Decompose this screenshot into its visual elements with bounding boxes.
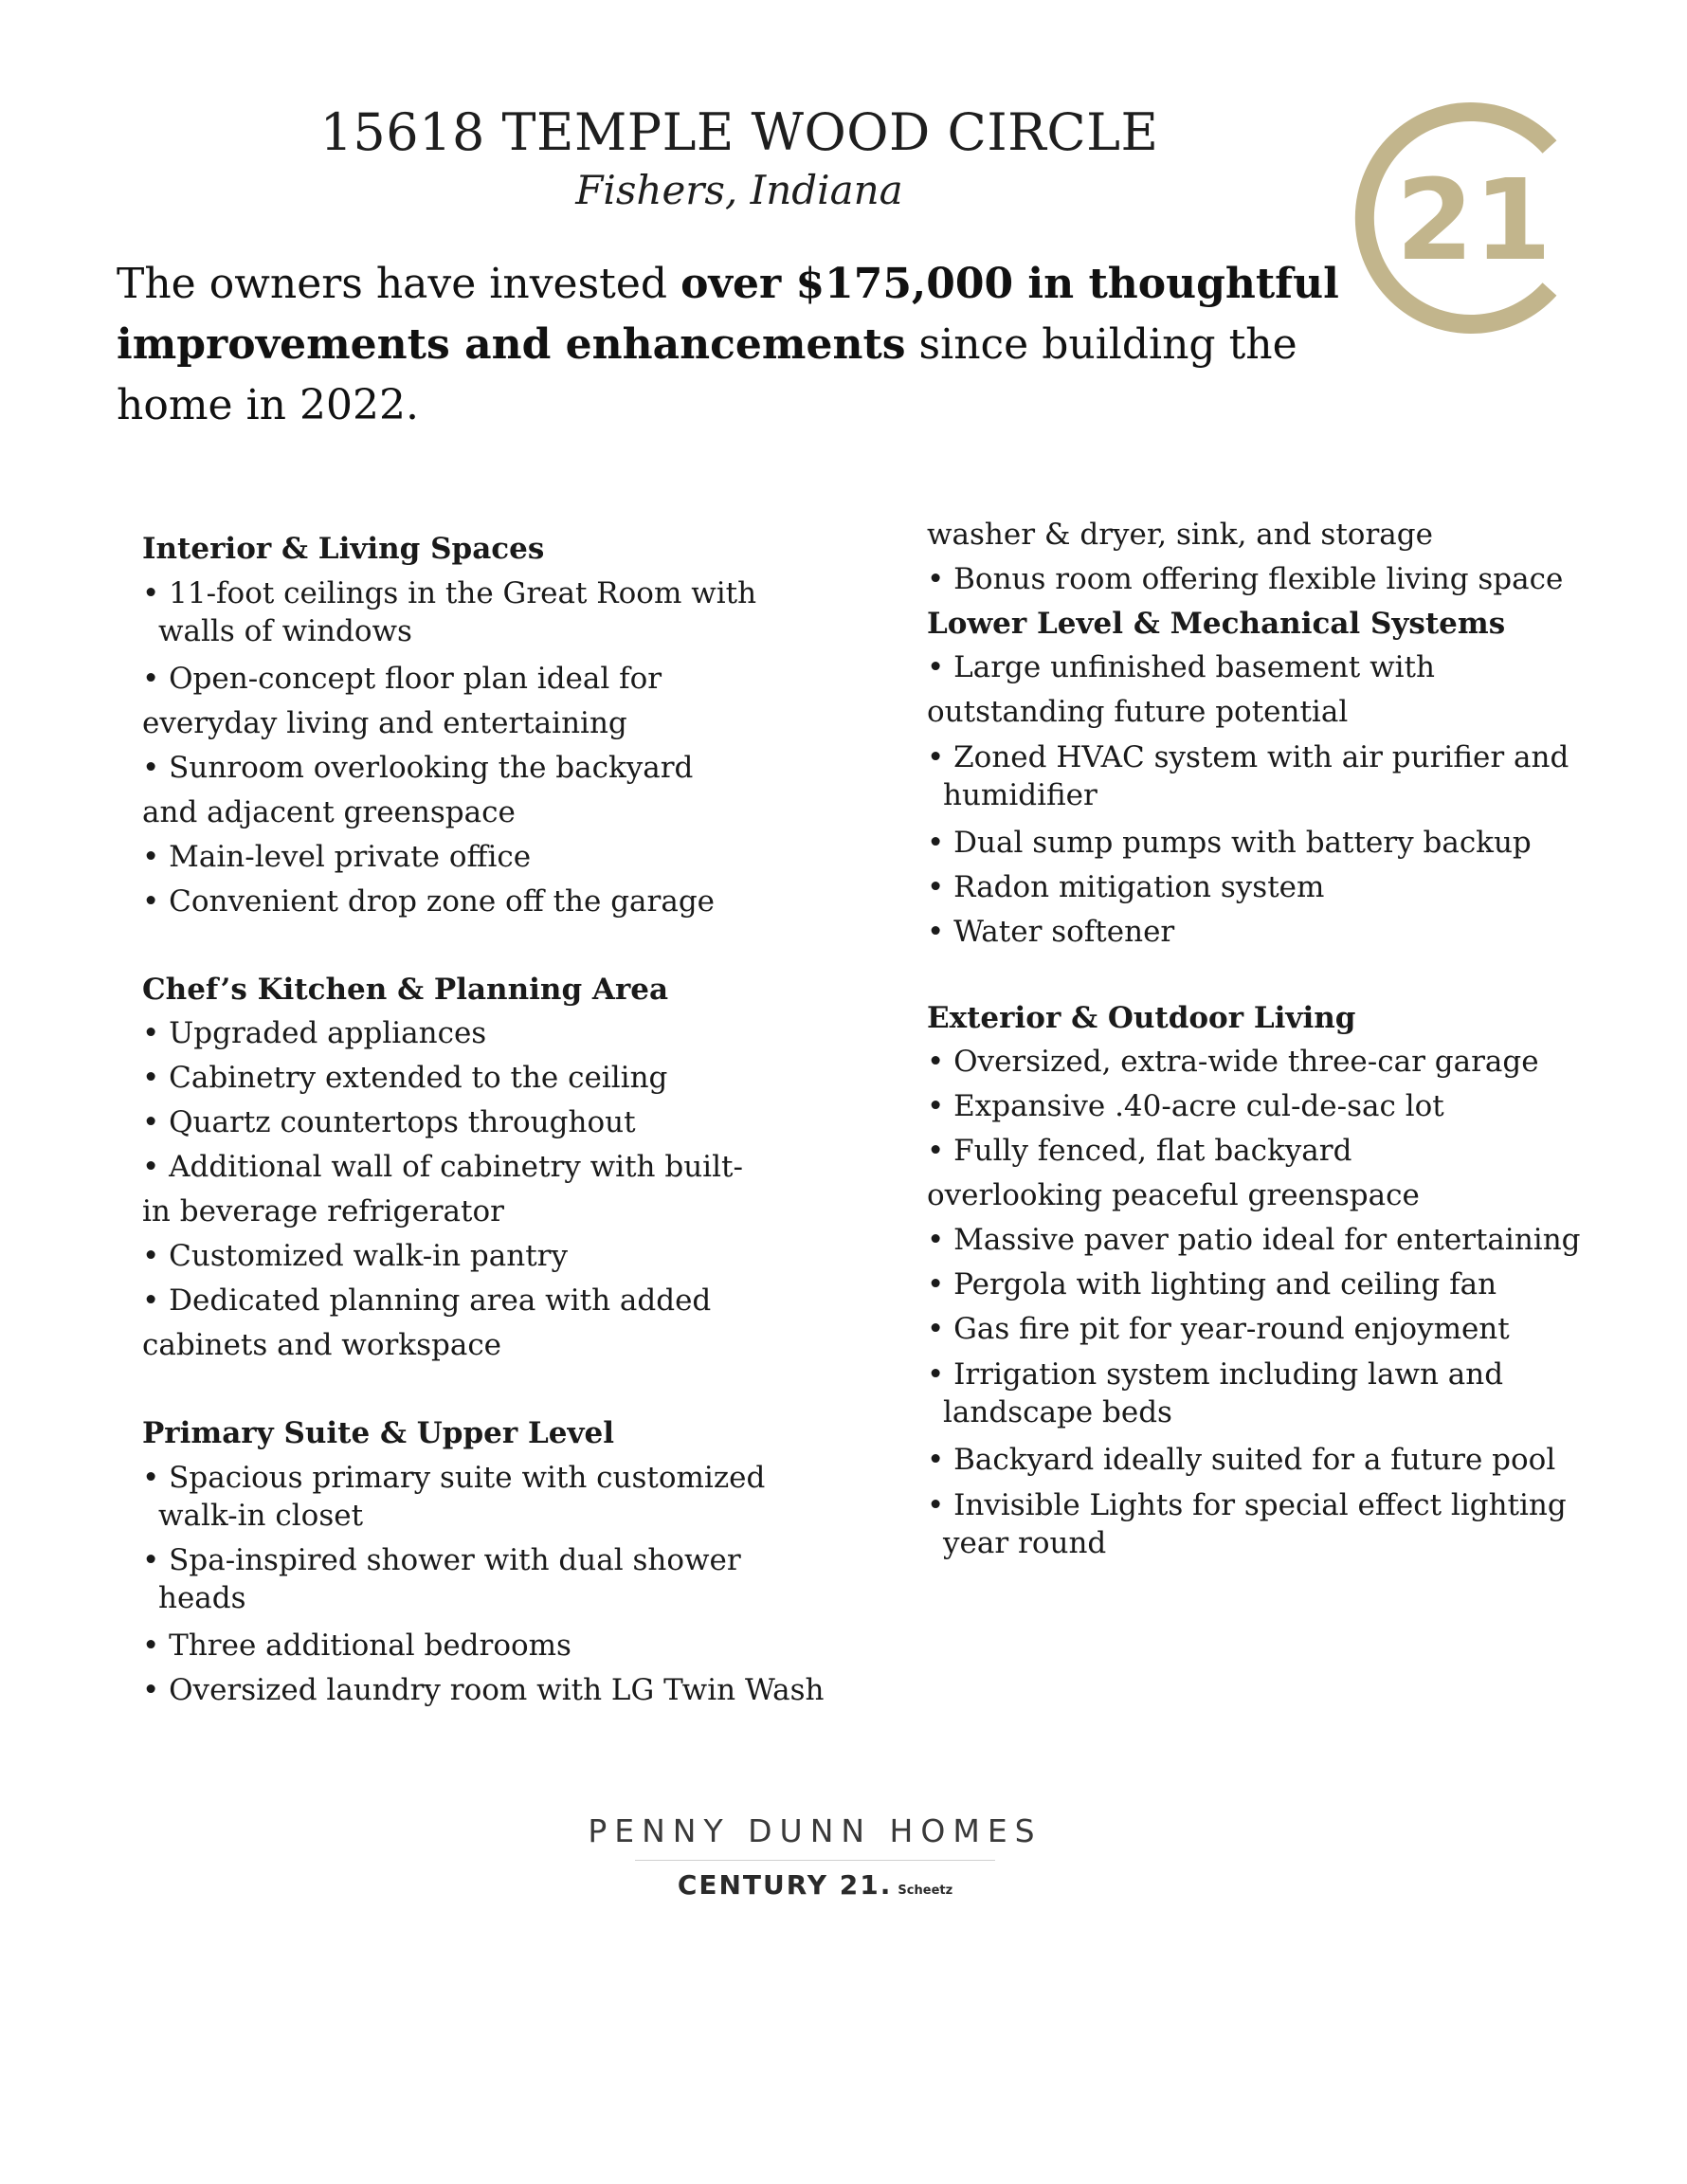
list-item: • Backyard ideally suited for a future pool (927, 1443, 1556, 1477)
section-heading-interior: Interior & Living Spaces (142, 532, 545, 566)
list-item: • Radon mitigation system (927, 870, 1325, 904)
page-subtitle: Fishers, Indiana (575, 167, 903, 213)
list-item: • Large unfinished basement with (927, 650, 1435, 684)
features-left-column (142, 527, 825, 1713)
brand-office: Scheetz (898, 1884, 953, 1898)
list-item: • Three additional bedrooms (142, 1629, 571, 1663)
intro-paragraph (117, 254, 1349, 436)
intro-text-end: since building the home in 2022. (117, 320, 1297, 429)
brand-company: CENTURY 21. (677, 1869, 893, 1901)
section-heading-kitchen: Chef’s Kitchen & Planning Area (142, 973, 669, 1007)
list-item: • Water softener (927, 915, 1175, 949)
century21-logo (1351, 90, 1578, 346)
list-item: • Open-concept floor plan ideal for (142, 662, 662, 696)
list-item: and adjacent greenspace (142, 795, 516, 829)
list-item: • Quartz countertops throughout (142, 1105, 636, 1139)
list-item: washer & dryer, sink, and storage (927, 518, 1433, 552)
brand-company-line (578, 1869, 1052, 1901)
list-item: • Dedicated planning area with added (142, 1283, 712, 1318)
brand-name: PENNY DUNN HOMES (588, 1812, 1043, 1849)
list-item: • Dual sump pumps with battery backup (927, 826, 1532, 860)
list-item: • Expansive .40-acre cul-de-sac lot (927, 1089, 1444, 1123)
list-item: • Zoned HVAC system with air purifier and humidifier (927, 740, 1569, 812)
list-item: • Gas fire pit for year-round enjoyment (927, 1312, 1510, 1346)
list-item: everyday living and entertaining (142, 706, 627, 740)
footer-brand-logo (578, 1782, 1052, 1915)
list-item: • Spacious primary suite with customized walk-in closet (142, 1461, 766, 1533)
section-heading-lower-level: Lower Level & Mechanical Systems (927, 607, 1506, 641)
section-spacer (927, 955, 1590, 996)
list-item: • Cabinetry extended to the ceiling (142, 1061, 668, 1095)
section-heading-exterior: Exterior & Outdoor Living (927, 1001, 1356, 1035)
intro-highlight: over $175,000 in thoughtful improvements and enhancements (117, 260, 1339, 369)
features-right-column (927, 513, 1590, 1569)
list-item: overlooking peaceful greenspace (927, 1178, 1420, 1212)
list-item: • Upgraded appliances (142, 1016, 487, 1050)
list-item: • Convenient drop zone off the garage (142, 884, 716, 919)
list-item: • Irrigation system including lawn and landscape beds (927, 1357, 1504, 1429)
list-item: • Bonus room offering flexible living space (927, 562, 1564, 596)
brand-divider (635, 1860, 995, 1861)
section-spacer (142, 1368, 825, 1411)
list-item: • Invisible Lights for special effect lighting year round (927, 1488, 1567, 1560)
list-item: • Spa-inspired shower with dual shower heads (142, 1543, 741, 1615)
list-item: • Customized walk-in pantry (142, 1239, 569, 1273)
list-item: cabinets and workspace (142, 1328, 502, 1362)
list-item: • Oversized, extra-wide three-car garage (927, 1045, 1539, 1079)
list-item: outstanding future potential (927, 695, 1349, 729)
list-item: • Main-level private office (142, 840, 532, 874)
section-spacer (142, 924, 825, 968)
list-item: • Additional wall of cabinetry with built- (142, 1150, 743, 1184)
logo-seal-number: 21 (1395, 155, 1552, 285)
list-item: • Fully fenced, flat backyard (927, 1134, 1352, 1168)
page-title: 15618 TEMPLE WOOD CIRCLE (319, 102, 1159, 162)
list-item: • Pergola with lighting and ceiling fan (927, 1267, 1497, 1301)
list-item: • Sunroom overlooking the backyard (142, 751, 694, 785)
intro-text-start: The owners have invested (117, 260, 681, 308)
section-heading-primary-suite: Primary Suite & Upper Level (142, 1416, 615, 1450)
list-item: • 11-foot ceilings in the Great Room with walls of windows (142, 576, 757, 648)
list-item: in beverage refrigerator (142, 1194, 504, 1228)
list-item: • Massive paver patio ideal for entertaining (927, 1223, 1581, 1257)
list-item: • Oversized laundry room with LG Twin Wash (142, 1673, 825, 1707)
